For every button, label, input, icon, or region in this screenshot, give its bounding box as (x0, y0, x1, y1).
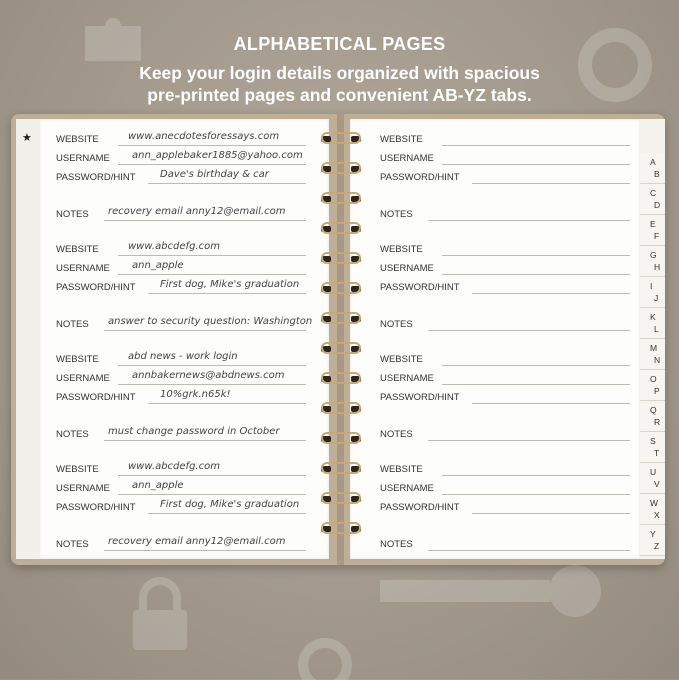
left-entry-password-label: PASSWORD/HINT (56, 392, 136, 403)
spiral-ring (319, 522, 363, 538)
left-entry-notes-underline (104, 330, 306, 331)
left-entry-notes (56, 205, 306, 223)
right-entry-username-underline (442, 384, 630, 385)
right-entry-website (380, 350, 630, 368)
left-entry-password-label: PASSWORD/HINT (56, 172, 136, 183)
left-entry-website-label: WEBSITE (56, 354, 99, 365)
tab-kl[interactable] (640, 308, 665, 339)
left-entry-website-underline (118, 255, 306, 256)
spiral-ring (319, 432, 363, 448)
left-entry-username-underline (118, 164, 306, 165)
left-entry-notes-value[interactable]: recovery email anny12@email.com (108, 206, 286, 217)
left-entry-website-label: WEBSITE (56, 134, 99, 145)
left-entry-website (56, 460, 306, 478)
spiral-ring (319, 402, 363, 418)
tab-cd[interactable] (640, 184, 665, 215)
left-entry-notes-value[interactable]: answer to security question: Washington (108, 316, 313, 327)
tab-letter: L (654, 324, 659, 334)
left-entry-username-value[interactable]: annbakernews@abdnews.com (132, 370, 285, 381)
tab-gh[interactable] (640, 246, 665, 277)
right-entry-password-underline (472, 403, 630, 404)
right-entry-website (380, 130, 630, 148)
left-entry-notes (56, 535, 306, 553)
left-entry-username-value[interactable]: ann_applebaker1885@yahoo.com (132, 150, 303, 161)
left-entry-username (56, 479, 306, 497)
left-entry-password (56, 388, 306, 406)
left-entry-notes-label: NOTES (56, 539, 89, 550)
right-entry-password-underline (472, 183, 630, 184)
tab-letter: A (650, 157, 656, 167)
tab-letter: W (650, 498, 659, 508)
left-entry-website-underline (118, 145, 306, 146)
tab-letter: U (650, 467, 657, 477)
left-entry-notes-label: NOTES (56, 209, 89, 220)
right-entry-website-underline (442, 145, 630, 146)
left-entry-website-underline (118, 365, 306, 366)
left-entry-website-value[interactable]: www.abcdefg.com (128, 461, 220, 472)
spiral-ring (319, 492, 363, 508)
left-entry-username-value[interactable]: ann_apple (132, 480, 184, 491)
right-entry-website-underline (442, 255, 630, 256)
tab-letter: H (654, 262, 661, 272)
tab-letter: X (654, 510, 660, 520)
tab-ij[interactable] (640, 277, 665, 308)
spiral-ring (319, 192, 363, 208)
right-entry-password (380, 278, 630, 296)
spiral-ring (319, 132, 363, 148)
padlock-icon (125, 575, 195, 655)
right-entry-username (380, 259, 630, 277)
right-entry-username-label: USERNAME (380, 263, 434, 274)
spiral-ring (319, 462, 363, 478)
tab-mn[interactable] (640, 339, 665, 370)
tab-letter: P (654, 386, 660, 396)
right-entry-password-underline (472, 293, 630, 294)
tab-letter: I (650, 281, 653, 291)
left-entry-website (56, 130, 306, 148)
tab-letter: G (650, 250, 657, 260)
right-entry-website (380, 240, 630, 258)
left-entry-notes-underline (104, 220, 306, 221)
left-entry-username-label: USERNAME (56, 373, 110, 384)
right-entry-notes (380, 535, 630, 553)
left-entry-website-underline (118, 475, 306, 476)
right-entry-username-label: USERNAME (380, 153, 434, 164)
left-entry-username (56, 369, 306, 387)
tab-op[interactable] (640, 370, 665, 401)
tab-letter: V (654, 479, 660, 489)
tab-letter: N (654, 355, 661, 365)
spiral-ring (319, 372, 363, 388)
right-entry-notes-underline (428, 220, 630, 221)
right-entry-notes-underline (428, 330, 630, 331)
tab-letter: O (650, 374, 657, 384)
left-entry-username (56, 149, 306, 167)
left-entry-password-underline (148, 293, 306, 294)
right-entry-username-underline (442, 494, 630, 495)
left-entry-username-underline (118, 274, 306, 275)
left-entry-password-underline (148, 513, 306, 514)
spiral-ring (319, 342, 363, 358)
right-entry-website (380, 460, 630, 478)
right-entry-username-label: USERNAME (380, 483, 434, 494)
left-entry-notes (56, 425, 306, 443)
right-entry-notes-label: NOTES (380, 209, 413, 220)
left-entry-username-label: USERNAME (56, 263, 110, 274)
left-entry-password (56, 278, 306, 296)
tab-st[interactable] (640, 432, 665, 463)
right-entry-notes (380, 315, 630, 333)
left-entry-notes-value[interactable]: recovery email anny12@email.com (108, 536, 286, 547)
left-entry-notes-underline (104, 440, 306, 441)
left-entry-website-label: WEBSITE (56, 244, 99, 255)
right-entry-notes-underline (428, 550, 630, 551)
right-entry-website-label: WEBSITE (380, 464, 423, 475)
tab-letter: D (654, 200, 661, 210)
right-entry-username-underline (442, 274, 630, 275)
star-icon: ★ (22, 132, 32, 144)
star-tab[interactable] (16, 119, 40, 559)
right-entry-website-underline (442, 365, 630, 366)
left-entry-username-label: USERNAME (56, 153, 110, 164)
tab-yz[interactable] (640, 525, 665, 556)
left-entry-username-underline (118, 384, 306, 385)
key-icon (380, 565, 610, 625)
left-entry-password-underline (148, 403, 306, 404)
left-entry-username-value[interactable]: ann_apple (132, 260, 184, 271)
tab-qr[interactable] (640, 401, 665, 432)
left-entry-password (56, 168, 306, 186)
left-entry-website (56, 350, 306, 368)
right-entry-website-label: WEBSITE (380, 244, 423, 255)
left-entry-username-label: USERNAME (56, 483, 110, 494)
tab-letter: Z (654, 541, 660, 551)
tab-letter: S (650, 436, 656, 446)
tab-letter: M (650, 343, 658, 353)
right-entry-username (380, 479, 630, 497)
subtitle-line-1: Keep your login details organized with spacious (139, 63, 540, 83)
tab-letter: R (654, 417, 661, 427)
spiral-ring (319, 282, 363, 298)
left-entry-website-value[interactable]: abd news - work login (128, 351, 238, 362)
left-entry-password-underline (148, 183, 306, 184)
tab-letter: B (654, 169, 660, 179)
right-entry-notes (380, 205, 630, 223)
right-entry-username-label: USERNAME (380, 373, 434, 384)
left-entry-website-value[interactable]: www.anecdotesforessays.com (128, 131, 280, 142)
left-entry-username-underline (118, 494, 306, 495)
right-entry-notes-label: NOTES (380, 319, 413, 330)
tab-letter: Y (650, 529, 656, 539)
left-entry-password-label: PASSWORD/HINT (56, 282, 136, 293)
left-entry-notes-value[interactable]: must change password in October (108, 426, 280, 437)
tab-ab[interactable] (640, 153, 665, 184)
right-entry-website-label: WEBSITE (380, 354, 423, 365)
left-entry-notes (56, 315, 313, 333)
right-entry-password (380, 168, 630, 186)
right-entry-notes-label: NOTES (380, 539, 413, 550)
spiral-ring (319, 222, 363, 238)
right-entry-website-label: WEBSITE (380, 134, 423, 145)
right-entry-password (380, 498, 630, 516)
right-entry-website-underline (442, 475, 630, 476)
left-entry-password-value[interactable]: First dog, Mike's graduation (160, 279, 300, 290)
right-entry-password-underline (472, 513, 630, 514)
left-entry-password (56, 498, 306, 516)
tab-letter: C (650, 188, 657, 198)
right-entry-password-label: PASSWORD/HINT (380, 392, 460, 403)
subtitle (0, 62, 679, 106)
right-entry-password-label: PASSWORD/HINT (380, 282, 460, 293)
right-entry-password-label: PASSWORD/HINT (380, 502, 460, 513)
right-entry-notes (380, 425, 630, 443)
tab-wx[interactable] (640, 494, 665, 525)
cog-icon (290, 630, 360, 680)
left-entry-password-value[interactable]: 10%grk.n65k! (160, 389, 231, 400)
left-entry-website (56, 240, 306, 258)
alphabet-tab-strip (640, 119, 665, 559)
tab-letter: Q (650, 405, 657, 415)
tab-letter: K (650, 312, 656, 322)
left-entry-notes-underline (104, 550, 306, 551)
right-entry-password (380, 388, 630, 406)
left-entry-password-value[interactable]: Dave's birthday & car (160, 169, 269, 180)
left-entry-username (56, 259, 306, 277)
tab-ef[interactable] (640, 215, 665, 246)
right-entry-username (380, 369, 630, 387)
tab-letter: F (654, 231, 660, 241)
right-entry-username-underline (442, 164, 630, 165)
left-entry-website-value[interactable]: www.abcdefg.com (128, 241, 220, 252)
spiral-ring (319, 162, 363, 178)
left-entry-password-label: PASSWORD/HINT (56, 502, 136, 513)
tab-letter: J (654, 293, 659, 303)
tab-letter: E (650, 219, 656, 229)
right-entry-notes-label: NOTES (380, 429, 413, 440)
spiral-ring (319, 312, 363, 328)
left-entry-notes-label: NOTES (56, 429, 89, 440)
left-entry-password-value[interactable]: First dog, Mike's graduation (160, 499, 300, 510)
left-entry-notes-label: NOTES (56, 319, 89, 330)
subtitle-line-2: pre-printed pages and convenient AB-YZ tabs. (147, 85, 532, 105)
tab-letter: T (654, 448, 660, 458)
right-entry-notes-underline (428, 440, 630, 441)
page-title: ALPHABETICAL PAGES (233, 34, 446, 54)
right-entry-username (380, 149, 630, 167)
tab-uv[interactable] (640, 463, 665, 494)
left-entry-website-label: WEBSITE (56, 464, 99, 475)
right-entry-password-label: PASSWORD/HINT (380, 172, 460, 183)
spiral-ring (319, 252, 363, 268)
